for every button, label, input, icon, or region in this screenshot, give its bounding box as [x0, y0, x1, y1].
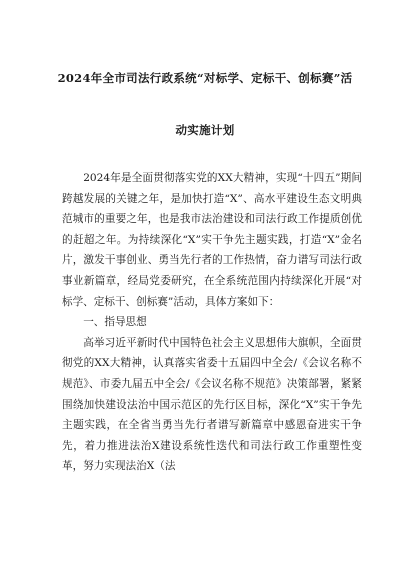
intro-paragraph: 2024年是全面贯彻落实党的XX大精神，实现“十四五”期间跨越发展的关键之年，是加快打造“X”、高水平建设生态文明典范城市的重要之年，也是我市法治建设和司法行政工作提质创优的赶超之年。为持续深化“X”实干争先主题实践，打造“X”金名片，激发干事创业、勇当先行者的工作热情，奋力谱写司法行政事业新篇章，经局党委研究，在全系统范围内持续深化开展“对标学、定标干、创标赛”活动，具体方案如下：: [62, 172, 362, 308]
document-body: [62, 168, 362, 477]
document-title-line-2: 动实施计划: [175, 123, 235, 137]
document-title-line-1: 2024年全市司法行政系统“对标学、定标干、创标赛”活: [57, 71, 353, 85]
guiding-ideology-paragraph: 高举习近平新时代中国特色社会主义思想伟大旗帜，全面贯彻党的XX大精神，认真落实省委十五届四中全会/《会议名称不规范》、市委九届五中全会/《会议名称不规范》决策部署，紧紧围绕加快建设法治中国示范区的先行区目标，深化“X”实干争先主题实践，在全省当勇当先行者谱写新篇章中感恩奋进实干争先，着力推进法治X建设系统性迭代和司法行政工作重塑性变革，努力实现法治X（法: [62, 336, 362, 473]
section-heading-guiding-ideology: 一、指导思想: [83, 316, 147, 329]
